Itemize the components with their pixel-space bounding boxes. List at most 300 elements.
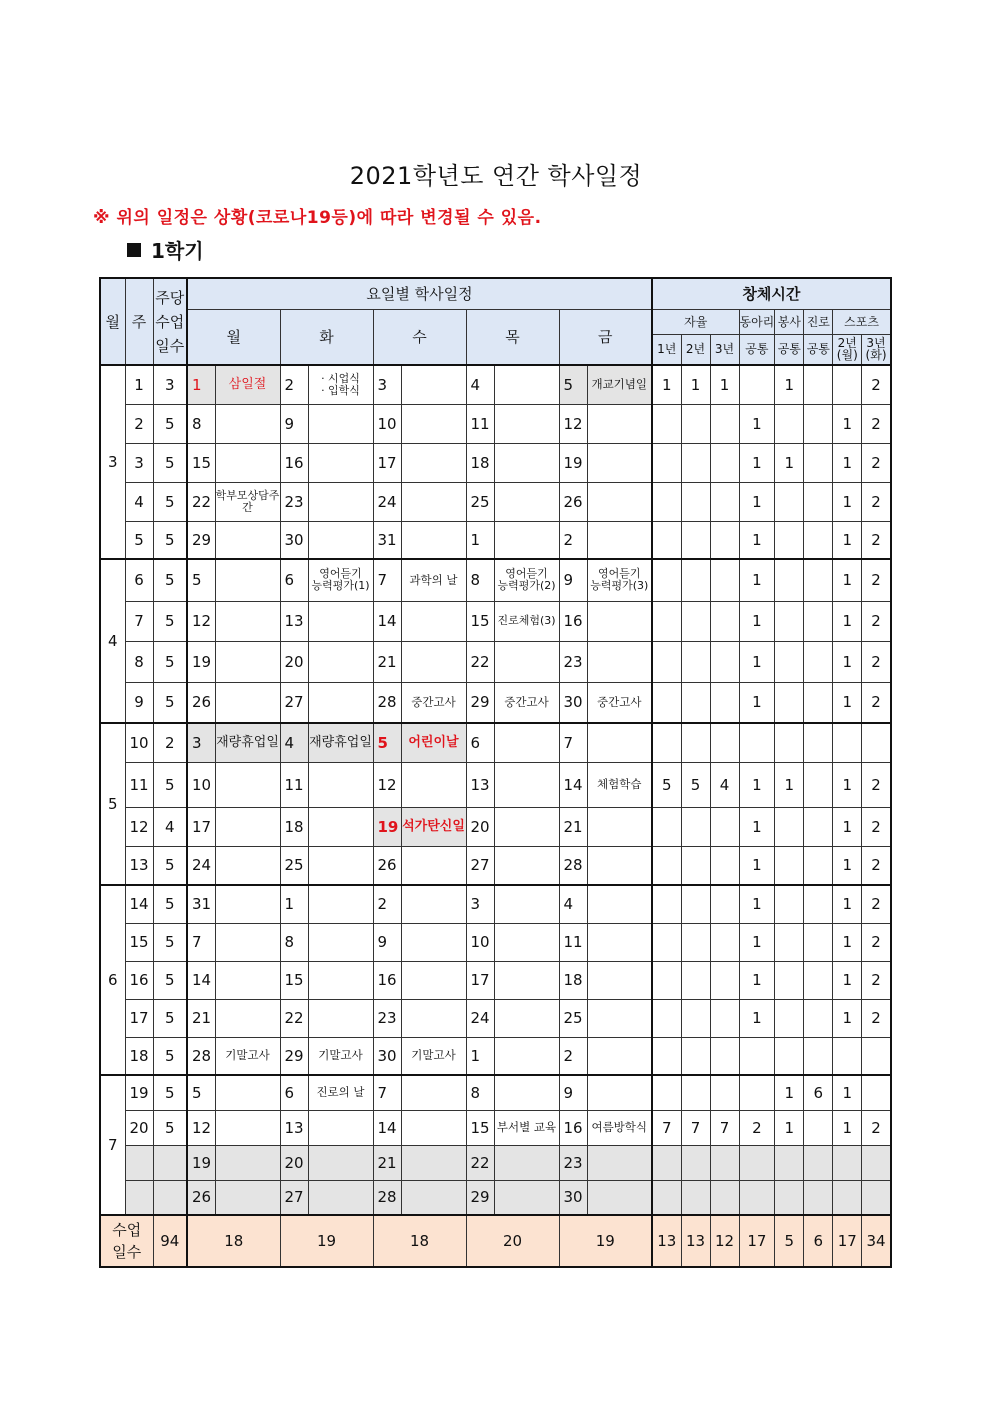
creative-hours-cell	[804, 723, 833, 762]
event-thu	[494, 1145, 559, 1180]
creative-hours-cell	[710, 885, 739, 923]
creative-hours-cell	[775, 723, 804, 762]
table-row	[100, 1145, 891, 1180]
event-fri	[587, 482, 652, 521]
event-tue: 영어듣기 능력평가(1)	[308, 559, 373, 601]
creative-hours-cell	[652, 404, 681, 443]
event-thu	[494, 365, 559, 404]
totals-wed: 18	[373, 1215, 466, 1267]
group-header-sports: 스포츠	[833, 309, 891, 334]
week-cell: 15	[125, 923, 153, 961]
date-mon: 24	[187, 846, 215, 885]
event-thu	[494, 762, 559, 807]
creative-hours-cell	[775, 961, 804, 999]
creative-hours-cell: 2	[862, 482, 891, 521]
creative-hours-cell	[710, 1180, 739, 1215]
creative-hours-cell: 2	[862, 404, 891, 443]
event-wed	[401, 641, 466, 682]
event-wed	[401, 601, 466, 641]
date-tue: 25	[280, 846, 308, 885]
creative-hours-cell: 1	[775, 443, 804, 482]
date-wed: 3	[373, 365, 401, 404]
creative-hours-cell	[710, 559, 739, 601]
creative-hours-cell	[739, 1145, 775, 1180]
date-thu: 20	[466, 807, 494, 846]
creative-hours-cell	[739, 1075, 775, 1110]
creative-hours-cell: 4	[710, 762, 739, 807]
event-mon	[215, 641, 280, 682]
date-fri: 9	[559, 559, 587, 601]
week-cell: 8	[125, 641, 153, 682]
weekday-header-mon: 월	[187, 309, 280, 365]
date-wed: 10	[373, 404, 401, 443]
creative-hours-cell: 2	[862, 601, 891, 641]
date-fri: 23	[559, 1145, 587, 1180]
event-mon	[215, 807, 280, 846]
creative-hours-cell: 1	[775, 365, 804, 404]
creative-hours-cell	[710, 723, 739, 762]
date-mon: 1	[187, 365, 215, 404]
creative-hours-cell: 1	[739, 641, 775, 682]
creative-hours-cell: 2	[862, 559, 891, 601]
creative-hours-cell	[681, 601, 710, 641]
event-fri: 중간고사	[587, 682, 652, 723]
week-cell: 13	[125, 846, 153, 885]
date-thu: 4	[466, 365, 494, 404]
event-mon	[215, 521, 280, 559]
creative-hours-cell	[775, 601, 804, 641]
event-tue	[308, 846, 373, 885]
creative-header: 창체시간	[652, 278, 891, 309]
creative-hours-cell	[804, 1180, 833, 1215]
date-tue: 4	[280, 723, 308, 762]
totals-thu: 20	[466, 1215, 559, 1267]
date-mon: 31	[187, 885, 215, 923]
creative-hours-cell	[681, 1145, 710, 1180]
event-thu	[494, 482, 559, 521]
weekly-days-cell	[153, 1145, 187, 1180]
event-thu: 영어듣기 능력평가(2)	[494, 559, 559, 601]
week-cell: 6	[125, 559, 153, 601]
date-thu: 25	[466, 482, 494, 521]
creative-hours-cell	[652, 641, 681, 682]
creative-hours-cell	[804, 1145, 833, 1180]
group-header-career: 진로	[804, 309, 833, 334]
date-mon: 22	[187, 482, 215, 521]
event-fri	[587, 723, 652, 762]
event-tue	[308, 961, 373, 999]
creative-hours-cell: 1	[833, 961, 862, 999]
creative-hours-cell: 1	[833, 1110, 862, 1145]
totals-creative: 13	[681, 1215, 710, 1267]
date-tue: 22	[280, 999, 308, 1037]
creative-hours-cell	[710, 482, 739, 521]
event-wed	[401, 482, 466, 521]
event-mon	[215, 404, 280, 443]
week-cell: 12	[125, 807, 153, 846]
date-thu: 15	[466, 601, 494, 641]
table-row	[100, 443, 891, 482]
square-bullet-icon	[127, 243, 141, 257]
creative-hours-cell	[833, 723, 862, 762]
date-mon: 8	[187, 404, 215, 443]
event-mon	[215, 762, 280, 807]
totals-mon: 18	[187, 1215, 280, 1267]
table-row	[100, 846, 891, 885]
table-row	[100, 762, 891, 807]
creative-hours-cell	[710, 923, 739, 961]
creative-hours-cell	[710, 1037, 739, 1075]
sub-header-sports-grade2: 2년 (월)	[833, 334, 862, 365]
creative-hours-cell	[833, 1180, 862, 1215]
month-cell: 7	[100, 1075, 125, 1215]
week-cell: 19	[125, 1075, 153, 1110]
creative-hours-cell	[681, 443, 710, 482]
date-mon: 3	[187, 723, 215, 762]
event-tue	[308, 923, 373, 961]
creative-hours-cell	[710, 1075, 739, 1110]
creative-hours-cell	[681, 885, 710, 923]
creative-hours-cell: 1	[739, 923, 775, 961]
event-mon	[215, 1075, 280, 1110]
creative-hours-cell	[804, 923, 833, 961]
event-tue: · 시업식 · 입학식	[308, 365, 373, 404]
creative-hours-cell	[652, 961, 681, 999]
date-fri: 30	[559, 682, 587, 723]
creative-hours-cell	[775, 1037, 804, 1075]
table-row	[100, 482, 891, 521]
date-mon: 17	[187, 807, 215, 846]
event-mon	[215, 923, 280, 961]
week-cell: 18	[125, 1037, 153, 1075]
creative-hours-cell	[804, 1037, 833, 1075]
creative-hours-cell	[681, 559, 710, 601]
creative-hours-cell: 1	[833, 807, 862, 846]
weekly-days-cell: 3	[153, 365, 187, 404]
date-tue: 18	[280, 807, 308, 846]
week-cell	[125, 1180, 153, 1215]
creative-hours-cell	[681, 723, 710, 762]
creative-hours-cell: 1	[833, 601, 862, 641]
event-wed	[401, 961, 466, 999]
month-cell: 4	[100, 559, 125, 723]
creative-hours-cell: 2	[862, 1110, 891, 1145]
creative-hours-cell	[862, 1180, 891, 1215]
creative-hours-cell	[681, 846, 710, 885]
weekly-days-cell: 2	[153, 723, 187, 762]
event-wed: 석가탄신일	[401, 807, 466, 846]
creative-hours-cell	[652, 923, 681, 961]
creative-hours-cell	[681, 682, 710, 723]
creative-hours-cell: 1	[652, 365, 681, 404]
week-cell: 10	[125, 723, 153, 762]
creative-hours-cell: 1	[739, 807, 775, 846]
date-mon: 10	[187, 762, 215, 807]
totals-creative: 17	[739, 1215, 775, 1267]
totals-label: 수업 일수	[100, 1215, 153, 1267]
totals-creative: 12	[710, 1215, 739, 1267]
date-tue: 15	[280, 961, 308, 999]
event-mon	[215, 1180, 280, 1215]
event-fri: 영어듣기 능력평가(3)	[587, 559, 652, 601]
date-tue: 27	[280, 682, 308, 723]
date-tue: 29	[280, 1037, 308, 1075]
creative-hours-cell	[804, 682, 833, 723]
weekly-days-cell: 5	[153, 641, 187, 682]
event-tue: 진로의 날	[308, 1075, 373, 1110]
date-tue: 6	[280, 1075, 308, 1110]
weekday-header-fri: 금	[559, 309, 652, 365]
week-cell: 5	[125, 521, 153, 559]
creative-hours-cell: 5	[681, 762, 710, 807]
creative-hours-cell: 1	[833, 443, 862, 482]
week-cell: 9	[125, 682, 153, 723]
date-fri: 30	[559, 1180, 587, 1215]
creative-hours-cell: 7	[710, 1110, 739, 1145]
creative-hours-cell	[775, 521, 804, 559]
creative-hours-cell	[775, 482, 804, 521]
event-thu	[494, 923, 559, 961]
creative-hours-cell	[775, 885, 804, 923]
table-row	[100, 365, 891, 404]
event-wed	[401, 762, 466, 807]
creative-hours-cell	[652, 482, 681, 521]
creative-hours-cell: 2	[862, 807, 891, 846]
creative-hours-cell	[710, 404, 739, 443]
creative-hours-cell	[804, 846, 833, 885]
totals-row	[100, 1215, 891, 1267]
creative-hours-cell: 1	[739, 961, 775, 999]
event-fri	[587, 846, 652, 885]
creative-hours-cell: 2	[862, 846, 891, 885]
sub-header-grade1: 1년	[652, 334, 681, 365]
date-tue: 13	[280, 1110, 308, 1145]
creative-hours-cell	[739, 1180, 775, 1215]
creative-hours-cell	[710, 999, 739, 1037]
creative-hours-cell	[681, 923, 710, 961]
table-row	[100, 601, 891, 641]
event-mon	[215, 999, 280, 1037]
event-thu: 중간고사	[494, 682, 559, 723]
event-thu	[494, 846, 559, 885]
sub-header-grade2: 2년	[681, 334, 710, 365]
event-fri	[587, 443, 652, 482]
notice-text: ※ 위의 일정은 상황(코로나19등)에 따라 변경될 수 있음.	[93, 208, 542, 228]
creative-hours-cell: 1	[833, 521, 862, 559]
date-wed: 31	[373, 521, 401, 559]
weekly-days-cell: 5	[153, 682, 187, 723]
creative-hours-cell: 2	[862, 923, 891, 961]
creative-hours-cell: 1	[710, 365, 739, 404]
event-thu	[494, 641, 559, 682]
date-mon: 26	[187, 1180, 215, 1215]
weekly-days-cell: 5	[153, 846, 187, 885]
event-tue	[308, 885, 373, 923]
date-thu: 10	[466, 923, 494, 961]
creative-hours-cell	[804, 404, 833, 443]
weekly-days-cell: 5	[153, 404, 187, 443]
creative-hours-cell	[804, 482, 833, 521]
weekly-days-cell: 5	[153, 885, 187, 923]
date-tue: 2	[280, 365, 308, 404]
event-mon	[215, 559, 280, 601]
totals-creative: 34	[862, 1215, 891, 1267]
date-fri: 5	[559, 365, 587, 404]
event-thu	[494, 1037, 559, 1075]
event-tue	[308, 641, 373, 682]
creative-hours-cell	[775, 999, 804, 1037]
month-cell: 6	[100, 885, 125, 1075]
date-tue: 20	[280, 641, 308, 682]
date-tue: 16	[280, 443, 308, 482]
event-mon	[215, 846, 280, 885]
date-tue: 20	[280, 1145, 308, 1180]
creative-hours-cell	[775, 404, 804, 443]
creative-hours-cell	[833, 365, 862, 404]
week-cell: 11	[125, 762, 153, 807]
date-thu: 11	[466, 404, 494, 443]
date-tue: 8	[280, 923, 308, 961]
schedule-header: 요일별 학사일정	[187, 278, 652, 309]
date-wed: 28	[373, 1180, 401, 1215]
event-tue	[308, 762, 373, 807]
date-fri: 23	[559, 641, 587, 682]
creative-hours-cell	[652, 885, 681, 923]
event-fri	[587, 1037, 652, 1075]
group-header-volunteer: 봉사	[775, 309, 804, 334]
page-title: 2021학년도 연간 학사일정	[349, 162, 643, 190]
event-tue	[308, 999, 373, 1037]
creative-hours-cell	[681, 807, 710, 846]
creative-hours-cell: 7	[652, 1110, 681, 1145]
creative-hours-cell: 1	[739, 521, 775, 559]
creative-hours-cell: 2	[862, 762, 891, 807]
date-thu: 22	[466, 1145, 494, 1180]
date-wed: 26	[373, 846, 401, 885]
event-tue	[308, 601, 373, 641]
creative-hours-cell: 1	[833, 885, 862, 923]
date-thu: 22	[466, 641, 494, 682]
creative-hours-cell: 1	[833, 641, 862, 682]
creative-hours-cell	[710, 961, 739, 999]
creative-hours-cell: 1	[739, 999, 775, 1037]
creative-hours-cell: 1	[775, 762, 804, 807]
event-mon: 재량휴업일	[215, 723, 280, 762]
header-row-2	[100, 309, 891, 334]
event-thu	[494, 404, 559, 443]
date-thu: 13	[466, 762, 494, 807]
event-tue: 기말고사	[308, 1037, 373, 1075]
event-wed	[401, 885, 466, 923]
totals-creative: 5	[775, 1215, 804, 1267]
creative-hours-cell: 2	[739, 1110, 775, 1145]
date-wed: 7	[373, 559, 401, 601]
date-thu: 3	[466, 885, 494, 923]
event-wed	[401, 846, 466, 885]
creative-hours-cell: 1	[739, 762, 775, 807]
event-wed	[401, 521, 466, 559]
date-tue: 13	[280, 601, 308, 641]
event-fri	[587, 521, 652, 559]
table-row	[100, 521, 891, 559]
creative-hours-cell	[710, 682, 739, 723]
creative-hours-cell	[775, 1180, 804, 1215]
weekly-days-cell: 5	[153, 482, 187, 521]
creative-hours-cell	[652, 1075, 681, 1110]
creative-hours-cell: 1	[833, 482, 862, 521]
creative-hours-cell: 1	[681, 365, 710, 404]
date-mon: 19	[187, 1145, 215, 1180]
date-fri: 2	[559, 1037, 587, 1075]
event-tue	[308, 443, 373, 482]
creative-hours-cell	[652, 999, 681, 1037]
date-mon: 12	[187, 601, 215, 641]
date-thu: 27	[466, 846, 494, 885]
date-fri: 16	[559, 1110, 587, 1145]
event-wed	[401, 443, 466, 482]
creative-hours-cell: 1	[833, 559, 862, 601]
date-wed: 14	[373, 1110, 401, 1145]
event-thu: 부서별 교육	[494, 1110, 559, 1145]
creative-hours-cell: 1	[833, 999, 862, 1037]
event-wed	[401, 1180, 466, 1215]
week-cell: 2	[125, 404, 153, 443]
creative-hours-cell	[710, 641, 739, 682]
date-wed: 16	[373, 961, 401, 999]
group-header-club: 동아리	[739, 309, 775, 334]
date-tue: 23	[280, 482, 308, 521]
table-row	[100, 1180, 891, 1215]
date-tue: 27	[280, 1180, 308, 1215]
event-tue	[308, 1145, 373, 1180]
creative-hours-cell	[775, 559, 804, 601]
event-wed: 어린이날	[401, 723, 466, 762]
totals-tue: 19	[280, 1215, 373, 1267]
creative-hours-cell: 2	[862, 999, 891, 1037]
date-wed: 23	[373, 999, 401, 1037]
date-wed: 28	[373, 682, 401, 723]
event-fri	[587, 601, 652, 641]
date-wed: 30	[373, 1037, 401, 1075]
sub-header-common: 공통	[739, 334, 775, 365]
creative-hours-cell: 1	[739, 846, 775, 885]
creative-hours-cell	[652, 682, 681, 723]
totals-creative: 6	[804, 1215, 833, 1267]
event-fri	[587, 999, 652, 1037]
date-thu: 29	[466, 682, 494, 723]
date-tue: 1	[280, 885, 308, 923]
creative-hours-cell: 1	[739, 482, 775, 521]
weekly-days-cell: 5	[153, 923, 187, 961]
creative-hours-cell: 1	[833, 923, 862, 961]
creative-hours-cell	[775, 682, 804, 723]
date-mon: 28	[187, 1037, 215, 1075]
week-cell: 1	[125, 365, 153, 404]
event-mon: 기말고사	[215, 1037, 280, 1075]
weekly-days-cell	[153, 1180, 187, 1215]
creative-hours-cell	[710, 846, 739, 885]
date-fri: 18	[559, 961, 587, 999]
creative-hours-cell	[652, 1037, 681, 1075]
date-fri: 14	[559, 762, 587, 807]
event-mon: 삼일절	[215, 365, 280, 404]
event-wed	[401, 999, 466, 1037]
date-thu: 6	[466, 723, 494, 762]
creative-hours-cell	[681, 641, 710, 682]
event-thu	[494, 443, 559, 482]
weekly-days-header: 주당 수업 일수	[153, 278, 187, 365]
event-thu	[494, 961, 559, 999]
